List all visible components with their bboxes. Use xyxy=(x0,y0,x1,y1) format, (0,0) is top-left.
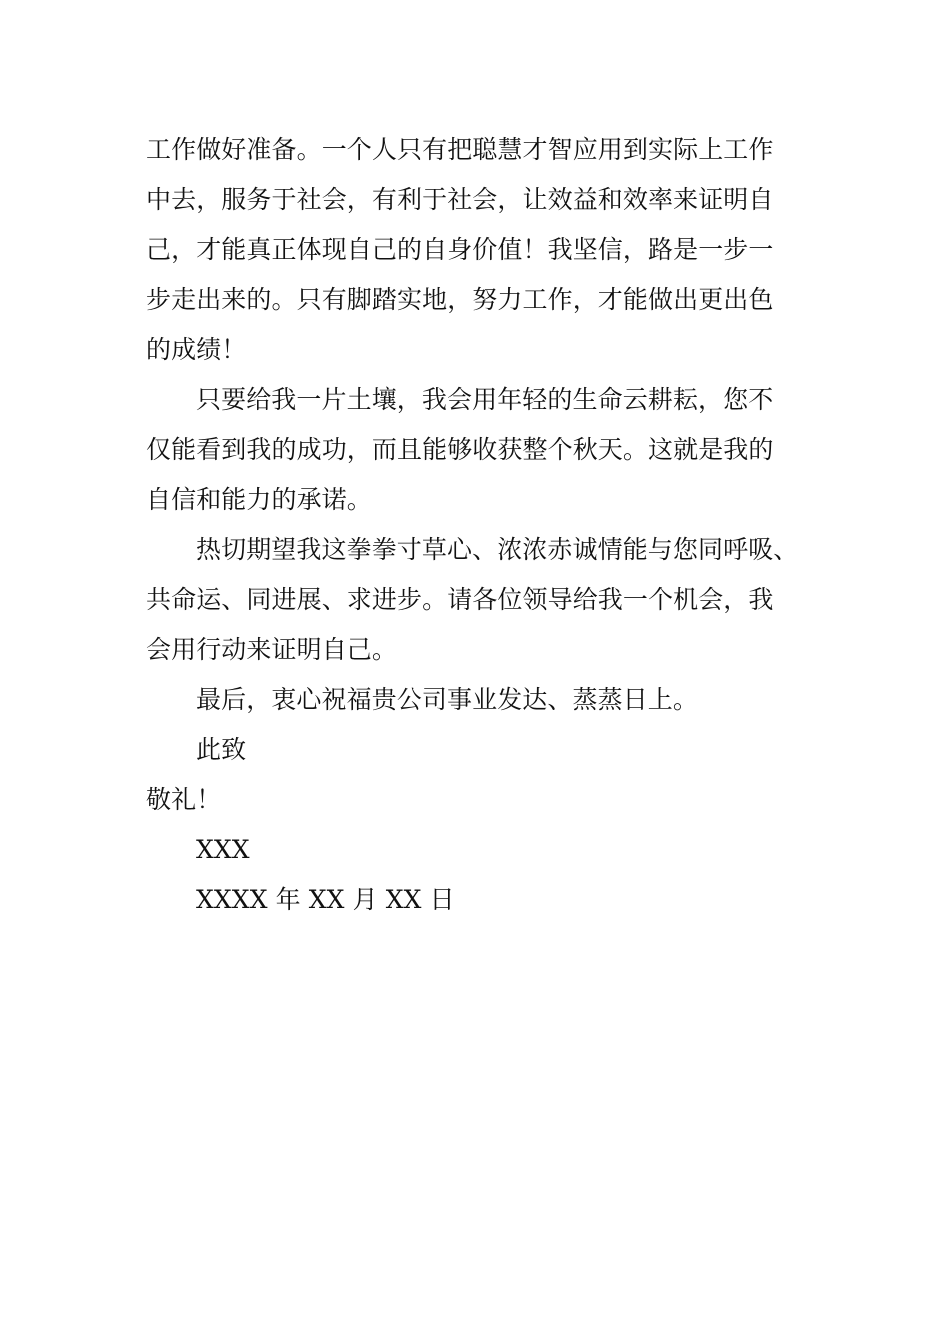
letter-body xyxy=(146,125,810,925)
paragraph-line: 共命运、同进展、求进步。请各位领导给我一个机会，我 xyxy=(146,585,774,614)
paragraph-line: 步走出来的。只有脚踏实地，努力工作，才能做出更出色 xyxy=(146,285,774,314)
signature-date: XXXX 年 XX 月 XX 日 xyxy=(196,885,455,914)
paragraph-line: 热切期望我这拳拳寸草心、浓浓赤诚情能与您同呼吸、 xyxy=(196,535,799,564)
paragraph-line: 自信和能力的承诺。 xyxy=(146,485,372,514)
closing-wish: 最后，衷心祝福贵公司事业发达、蒸蒸日上。 xyxy=(196,685,699,714)
paragraph-line: 仅能看到我的成功，而且能够收获整个秋天。这就是我的 xyxy=(146,435,774,464)
paragraph-line: 中去，服务于社会，有利于社会，让效益和效率来证明自 xyxy=(146,185,774,214)
paragraph-line: 己，才能真正体现自己的自身价值！我坚信，路是一步一 xyxy=(146,235,774,264)
salutation-regards: 敬礼！ xyxy=(146,785,222,814)
salutation-line: 此致 xyxy=(196,735,247,764)
paragraph-line: 工作做好准备。一个人只有把聪慧才智应用到实际上工作 xyxy=(146,135,774,164)
paragraph-line: 的成绩！ xyxy=(146,335,247,364)
signature-name: XXX xyxy=(196,835,250,864)
paragraph-line: 只要给我一片土壤，我会用年轻的生命云耕耘，您不 xyxy=(196,385,774,414)
paragraph-line: 会用行动来证明自己。 xyxy=(146,635,398,664)
